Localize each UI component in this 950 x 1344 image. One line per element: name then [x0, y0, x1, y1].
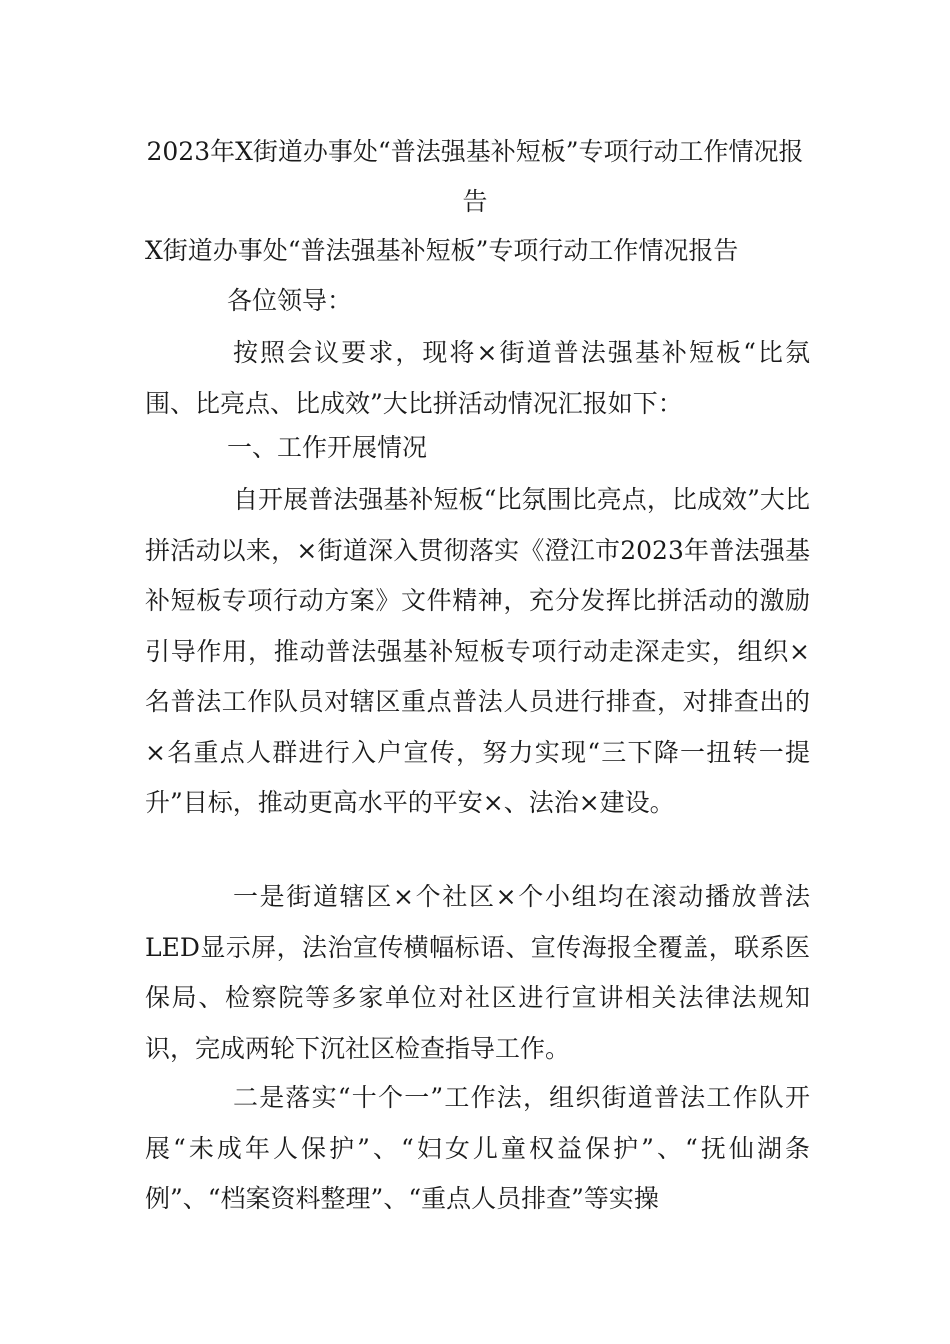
document-title: 2023年X街道办事处“普法强基补短板”专项行动工作情况报告 [146, 137, 804, 216]
paragraph-second-measure: 二是落实“十个一”工作法，组织街道普法工作队开展“未成年人保护”、“妇女儿童权益保护”、“抚仙湖条例”、“档案资料整理”、“重点人员排查”等实操 [145, 1083, 810, 1213]
section-heading-work-progress: 一、工作开展情况 [227, 433, 428, 462]
paragraph-first-measure: 一是街道辖区×个社区×个小组均在滚动播放普法LED显示屏，法治宣传横幅标语、宣传海报全覆盖，联系医保局、检察院等多家单位对社区进行宣讲相关法律法规知识，完成两轮下沉社区检查指导工作。 [145, 882, 810, 1063]
salutation: 各位领导： [227, 286, 353, 315]
paragraph-overview: 自开展普法强基补短板“比氛围比亮点，比成效”大比拼活动以来，×街道深入贯彻落实《澄江市2023年普法强基补短板专项行动方案》文件精神，充分发挥比拼活动的激励引导作用，推动普法强基补短板专项行动走深走实，组织×名普法工作队员对辖区重点普法人员进行排查，对排查出的×名重点人群进行入户宣传，努力实现“三下降一扭转一提升”目标，推动更高水平的平安×、法治×建设。 [145, 485, 810, 817]
document-subtitle: X街道办事处“普法强基补短板”专项行动工作情况报告 [145, 236, 739, 265]
intro-paragraph: 按照会议要求，现将×街道普法强基补短板“比氛围、比亮点、比成效”大比拼活动情况汇报如下： [145, 338, 810, 418]
